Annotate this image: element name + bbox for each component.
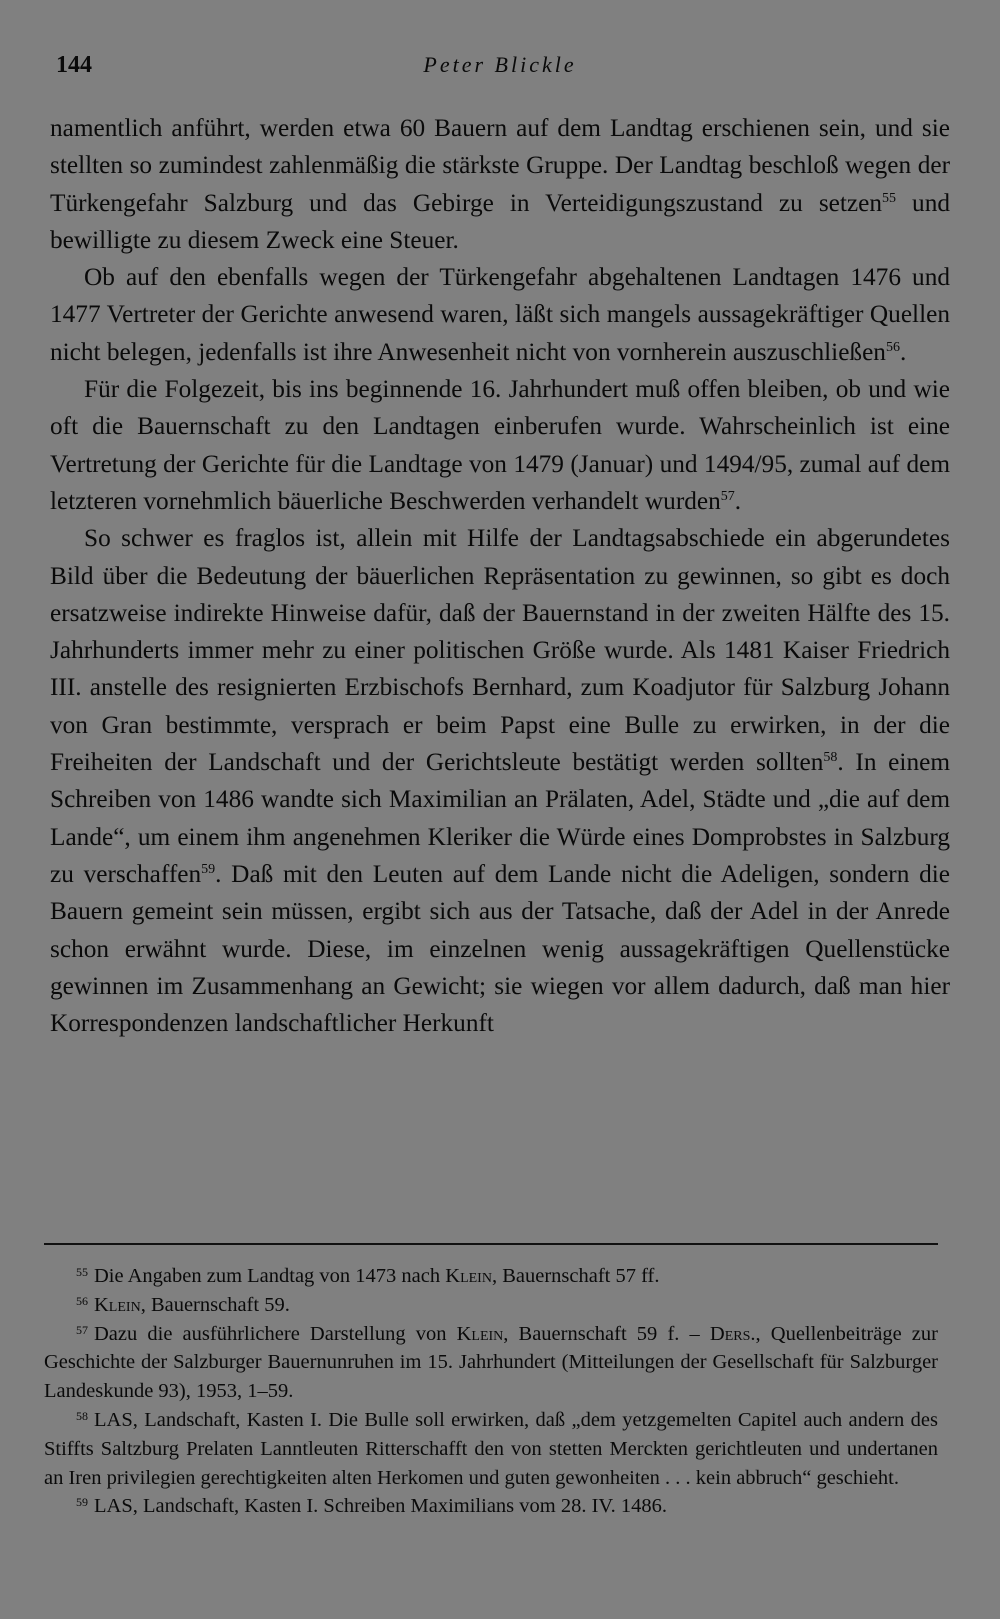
running-head: Peter Blickle [423,52,577,77]
footnote-mark: 59 [76,1495,88,1510]
footnote-ref-59: 59 [201,861,216,877]
footnote-ref-56: 56 [885,339,900,355]
footnote-text: Die Angaben zum Landtag von 1473 nach [94,1265,446,1287]
footnote-text: LAS, Landschaft, Kasten I. Die Bulle soll erwirken, daß „dem yetzgemelten Capitel auch andern des Stiffts Saltzburg Prelaten Lanntleuten Ritterschafft den von stetten Merckten gerichtleuten und undertanen an Iren privilegien gerechtigkeiten alten Herkomen und guten gewonheiten . . . kein abbruch“ geschieht. [44,1408,938,1489]
body-text [50,110,950,1042]
footnote-text: , Bauernschaft 59 f. – [503,1322,710,1345]
footnote-author: Klein [94,1293,141,1316]
footnote-text: LAS, Landschaft, Kasten I. Schreiben Maximilians vom 28. IV. 1486. [94,1495,667,1518]
footnote-text: , Bauernschaft 59. [140,1293,290,1316]
footnote-ref-58: 58 [823,750,838,766]
footnote-author: Klein [456,1322,504,1345]
footnote-mark: 55 [76,1265,88,1279]
footnote-ref-55: 55 [882,190,897,206]
paragraph-4-text: So schwer es fraglos ist, allein mit Hilfe der Landtagsabschiede ein abgerundetes Bild über die Bedeutung der bäuerlichen Repräsentation zu gewinnen, so gibt es doch ersatzweise indirekte Hinweise dafür, daß der Bauernstand in der zweiten Hälfte des 15. Jahrhunderts immer mehr zu einer politischen Größe wurde. Als 1481 Kaiser Friedrich III. anstelle des resignierten Erzbischofs Bernhard, zum Koadjutor für Salzburg Johann von Gran bestimmte, versprach er beim Papst eine Bulle zu erwirken, in der die Freiheiten der Landschaft und der Gerichtsleute bestätigt werden sollten [50,524,950,777]
paragraph-3-text-cont: . [734,486,742,515]
paragraph-1 [50,110,950,259]
paragraph-2 [50,259,950,371]
footnote-56 [44,1291,938,1320]
footnote-58 [44,1406,938,1492]
paragraph-1-text-cont: und bewilligte zu diesem Zweck eine Steuer. [50,188,950,254]
footnote-55 [44,1262,938,1291]
footnote-author: Ders [709,1322,751,1345]
paragraph-2-text-cont: . [899,337,907,366]
paragraph-2-text: Ob auf den ebenfalls wegen der Türkengefahr abgehaltenen Landtagen 1476 und 1477 Vertreter der Gerichte anwesend waren, läßt sich mangels aussagekräftiger Quellen nicht belegen, jedenfalls ist ihre Anwesenheit nicht von vornherein auszuschließen [50,263,950,366]
paragraph-3 [50,371,950,520]
footnote-text: Dazu die ausführlichere Darstellung von [94,1322,457,1345]
footnote-mark: 57 [76,1322,88,1337]
page-header [56,52,944,88]
footnote-57 [44,1320,938,1406]
footnote-59 [44,1492,938,1521]
footnote-mark: 56 [76,1293,88,1308]
page-number: 144 [56,52,92,78]
paragraph-4-text-cont: . In einem Schreiben von 1486 wandte sich Maximilian an Prälaten, Adel, Städte und „die auf dem Lande“, um einem ihm angenehmen Kleriker die Würde eines Domprobstes in Salzburg zu verschaffen [50,748,950,888]
footnote-mark: 58 [76,1408,88,1423]
paragraph-4 [50,520,950,1042]
footnote-text: , Bauernschaft 57 ff. [491,1265,660,1287]
footnote-separator [44,1243,938,1245]
paragraph-1-text: namentlich anführt, werden etwa 60 Bauern auf dem Landtag erschienen sein, und sie stellten so zumindest zahlenmäßig die stärkste Gruppe. Der Landtag beschloß wegen der Türkengefahr Salzburg und das Gebirge in Verteidigungszustand zu setzen [50,114,950,217]
paragraph-4-text-end: . Daß mit den Leuten auf dem Lande nicht die Adeligen, sondern die Bauern gemeint sein müssen, ergibt sich aus der Tatsache, daß der Adel in der Anrede schon erwähnt wurde. Diese, im einzelnen wenig aussagekräftigen Quellenstücke gewinnen im Zusammenhang an Gewicht; sie wiegen vor allem dadurch, daß man hier Korrespondenzen landschaftlicher Herkunft [50,859,951,1038]
footnotes [44,1262,938,1521]
footnote-author: Klein [445,1265,492,1287]
footnote-text: ., Quellenbeiträge zur Geschichte der Salzburger Bauernunruhen im 15. Jahrhundert (Mitteilungen der Gesellschaft für Salzburger Landeskunde 93), 1953, 1–59. [44,1322,938,1403]
footnote-ref-57: 57 [720,488,735,504]
paragraph-3-text: Für die Folgezeit, bis ins beginnende 16. Jahrhundert muß offen bleiben, ob und wie oft die Bauernschaft zu den Landtagen einberufen wurde. Wahrscheinlich ist eine Vertretung der Gerichte für die Landtage von 1479 (Januar) und 1494/95, zumal auf dem letzteren vornehmlich bäuerliche Beschwerden verhandelt wurden [50,375,950,515]
